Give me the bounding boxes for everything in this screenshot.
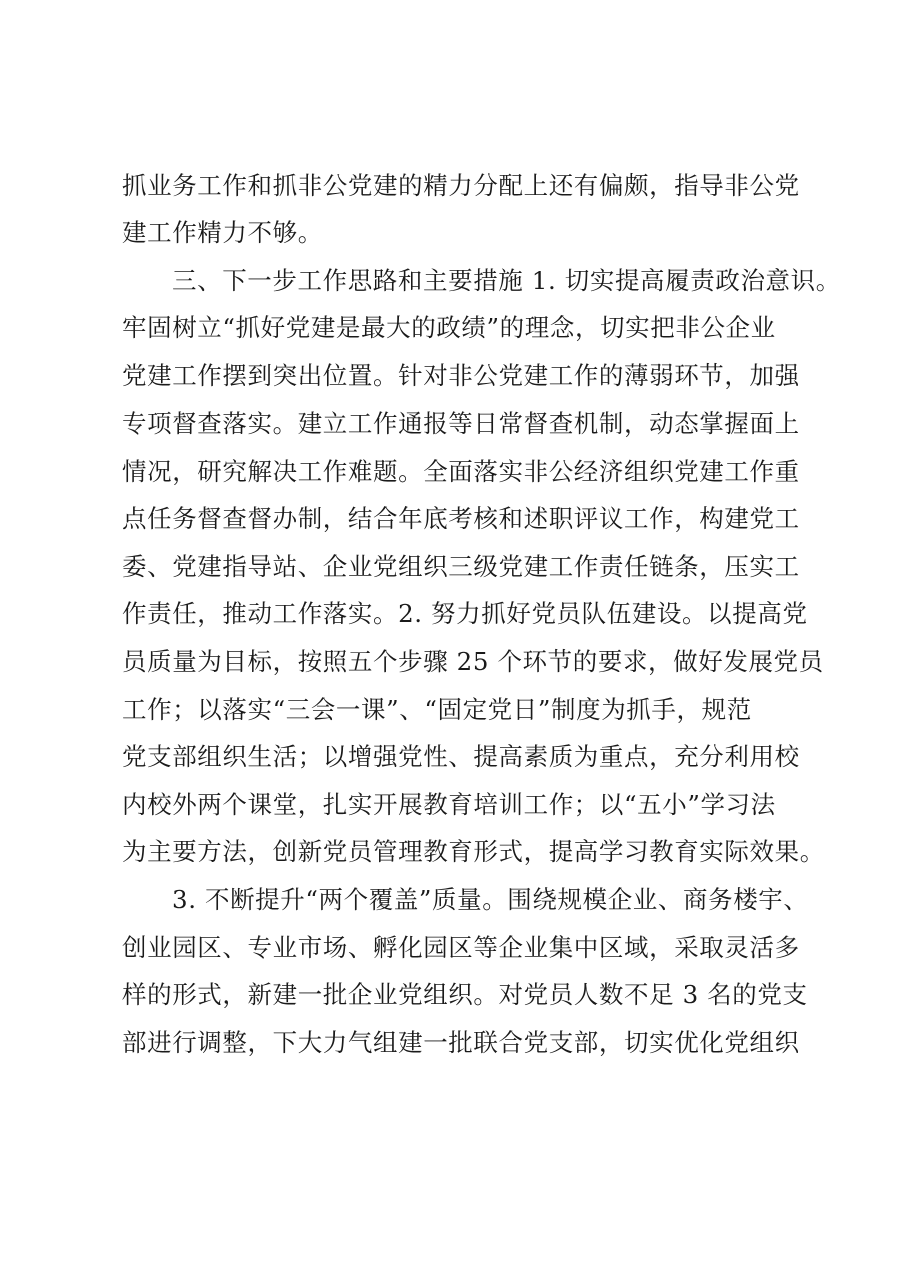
text-line: 牢固树立“抓好党建是最大的政绩”的理念，切实把非公企业	[122, 313, 776, 342]
section-heading-line: 三、下一步工作思路和主要措施 1. 切实提高履责政治意识。	[172, 266, 841, 295]
text-line: 为主要方法，创新党员管理教育形式，提高学习教育实际效果。	[122, 837, 825, 866]
text-line: 内校外两个课堂，扎实开展教育培训工作；以“五小”学习法	[122, 790, 776, 819]
text-line: 委、党建指导站、企业党组织三级党建工作责任链条，压实工	[122, 552, 800, 581]
text-line: 样的形式，新建一批企业党组织。对党员人数不足 3 名的党支	[122, 980, 808, 1009]
text-line: 专项督查落实。建立工作通报等日常督查机制，动态掌握面上	[122, 409, 800, 438]
text-line: 创业园区、专业市场、孵化园区等企业集中区域，采取灵活多	[122, 933, 800, 962]
text-line: 党建工作摆到突出位置。针对非公党建工作的薄弱环节，加强	[122, 361, 800, 390]
text-line: 工作；以落实“三会一课”、“固定党日”制度为抓手，规范	[122, 695, 752, 724]
text-line: 党支部组织生活；以增强党性、提高素质为重点，充分利用校	[122, 742, 800, 771]
text-line: 点任务督查督办制，结合年底考核和述职评议工作，构建党工	[122, 504, 800, 533]
paragraph-start-line: 3. 不断提升“两个覆盖”质量。围绕规模企业、商务楼宇、	[172, 885, 809, 914]
text-line: 抓业务工作和抓非公党建的精力分配上还有偏颇，指导非公党	[122, 171, 800, 200]
text-line: 情况，研究解决工作难题。全面落实非公经济组织党建工作重	[122, 457, 800, 486]
text-line: 部进行调整，下大力气组建一批联合党支部，切实优化党组织	[122, 1028, 800, 1057]
text-line: 建工作精力不够。	[122, 218, 323, 247]
text-line: 作责任，推动工作落实。2. 努力抓好党员队伍建设。以提高党	[122, 599, 808, 628]
text-line: 员质量为目标，按照五个步骤 25 个环节的要求，做好发展党员	[122, 647, 824, 676]
